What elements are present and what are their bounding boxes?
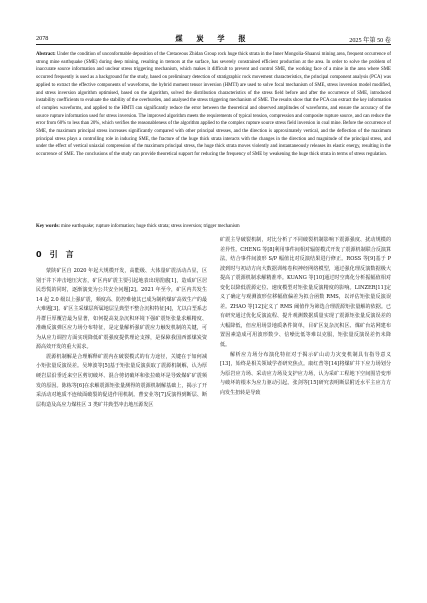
section-title: 0 引 言: [36, 250, 74, 259]
document-page: [36, 0, 391, 603]
abstract-text: Under the condition of unconformable deposition of the Cretaceous Zhidan Group rock huge thick strata in the Inner Mongolia-Shaanxi mining area, frequent occurrence of strong mine earthquake (SME) during deep mining, resulting in tremors at the surface, has severely constrained efficient production at the area. In order to solve the problem of inaccurate source information and unclear stress triggering mechanism, which makes it difficult to prevent and control SME, the working face of a mine in the area where SME occurred frequently is used as a background for the study, based on preliminary detection of stratigraphic rock movement characteristics, the principal component analysis (PCA) was applied to extract the effective components of waveforms, the hybrid moment tensor inversion (HMTI) are used to solve focal mechanism of SME, stress inversion model modified, and stress inversion algorithm optimised, based on the algorithm, solved the distribution characteristics of the stress field before and after the occurrence of SME, introduced instability coefficients to evaluate the stability of the overburden, and analysed the stress triggering mechanism of SME. The results show that the PCA can extract the key information of complex waveforms, and applied to the HMTI can significantly reduce the error between the theoretical and observed amplitudes of waveforms, and ensure the accuracy of the source rupture information used for stress inversion. The improved algorithm meets the requirements of typical tension, compression and composite rupture source, and can reduce the error from 60% to less than 20%, which verifies the reasonableness of the algorithm applied to the complex rupture source stress field inversion in coal mine. Before the occurrence of SME, the maximum principal stress increases significantly compared with other principal stresses, and the direction is approximately vertical, and the deflection of the maximum principal stress plays a controlling role in inducing SME, the fracture of the huge thick strata interacts with the changes in the direction and magnitude of the principal stress, and under the effect of vertical uniaxial compression of the maximum principal stress, the huge thick strata moves violently and instantaneously releases its elastic energy, resulting in the occurrence of SME. The conclusions of the study can provide theoretical support for reducing the frequency of SME by weakening the huge thick strata in terms of stress regulation.: [36, 52, 391, 158]
paragraph: 矿震主导破裂机制，对比分析了不同破裂机制影响下震源强度、扰动规模的差异性。CHENG 等[8]利用事件间相对辐射模式开发了震源机制联合反演算法，结合事件间波形 S/P 幅值比对反演结果进行修正。ROSS 等[9]基于 P 波到时与初动方向大数据训练卷积神经网络模型，通过强化理反演数据极大提高了震源机制求解精准率。KUANG 等[10]通过时空离化分析振幅值相对变化以降低震源定位、速度模型对矩张量反演精度的影响。LINZER[11]定义了确定与观测波形位移幅值偏差为拟合函数 RMS，以评估矩张量反演误差。ZHAO 等[12]定义了 RMS 阈值作为筛选合理震源矩张量解的依据。已有研究通过优化反演流程、提升观测数据质量实现了震源矩张量反演误差的大幅降低，但应用场景地质条件简单，目矿区复杂沉积区、煤矿台站网建布置因素造成可用波形数少、信噪比低等难以克服，矩张量反演误差仍未降低。: [220, 237, 391, 349]
keywords-label: Key words:: [36, 224, 60, 229]
abstract-label: Abstract:: [36, 52, 56, 57]
abstract: [36, 51, 391, 159]
header-rule: [36, 44, 391, 45]
left-column: [36, 249, 207, 410]
paragraph: 震源机制解是合理解释矿震内在破裂模式的有力途径，关键在于如何减小矩张量反演误差。吴坤波等[5]基于矩张量反演获取了震源机制解，认为厚硬岩层沿垂近来空区剪切破坏、混合剪切破坏和张拉破坏是导致煤矿矿震频发的原因。陈栋等[6]在求解震源矩张量测得的震源机制解基础上，揭示了开采活动对地质不连续面破裂的促进作用机制。曹安业等[7]反演得到断层、断层构造及高应力煤柱区 3 类矿井典型冲击地压源发区: [36, 353, 207, 408]
keywords: [36, 223, 391, 231]
keywords-text: mine earthquake; rupture information; huge thick strata; stress inversion; trigger mechanism: [59, 224, 240, 229]
paragraph: 蒙陕矿区自 2020 年起大规模开发，高能级、大体量矿震活动凸显，区别于井下冲击地压灾害，矿区内矿震主要引起地表出现震感[1]，造成矿区居民恐慌的同时，逐渐演变为公共安全问题[2]。2021 年至今，矿区内共发生 14 起 2.0 级以上强矿震，频度高、防控难使其已成为制约煤矿高效生产的最大难题[3]。矿区主采煤层所属地层呈典型不整合沉积特征[4]，尤以白垩系志丹群巨厚覆岩最为显著，如何提高复杂沉积环境下强矿震矩张量求解精度、准确反演弹区应力场分布特征，是定量解析强矿震应力触发机制的关键，可为从应力调控方面实现降低矿震强度提供理论支撑，是保障我国西部煤炭资源高效开发的重大需求。: [36, 268, 207, 351]
page-number: 2078: [36, 35, 49, 42]
right-column: [220, 236, 391, 398]
paragraph: 解析应力场分布演化特征对于揭示矿山动力灾变机制具有指导意义[13]，始终是相关领域学者研究焦点。康红普等[14]将煤矿井下应力场划分为原岩应力场、采动应力场及支护应力场，认为采矿工程地下空间围岩变形与破坏的根本为应力驱动引起。张剑等[15]研究表明断层附近水平主应力方向发生扭转是导致: [220, 351, 391, 396]
journal-title: 煤 炭 学 报: [175, 35, 252, 43]
issue-info: 2025 年第 50 卷: [349, 37, 391, 44]
